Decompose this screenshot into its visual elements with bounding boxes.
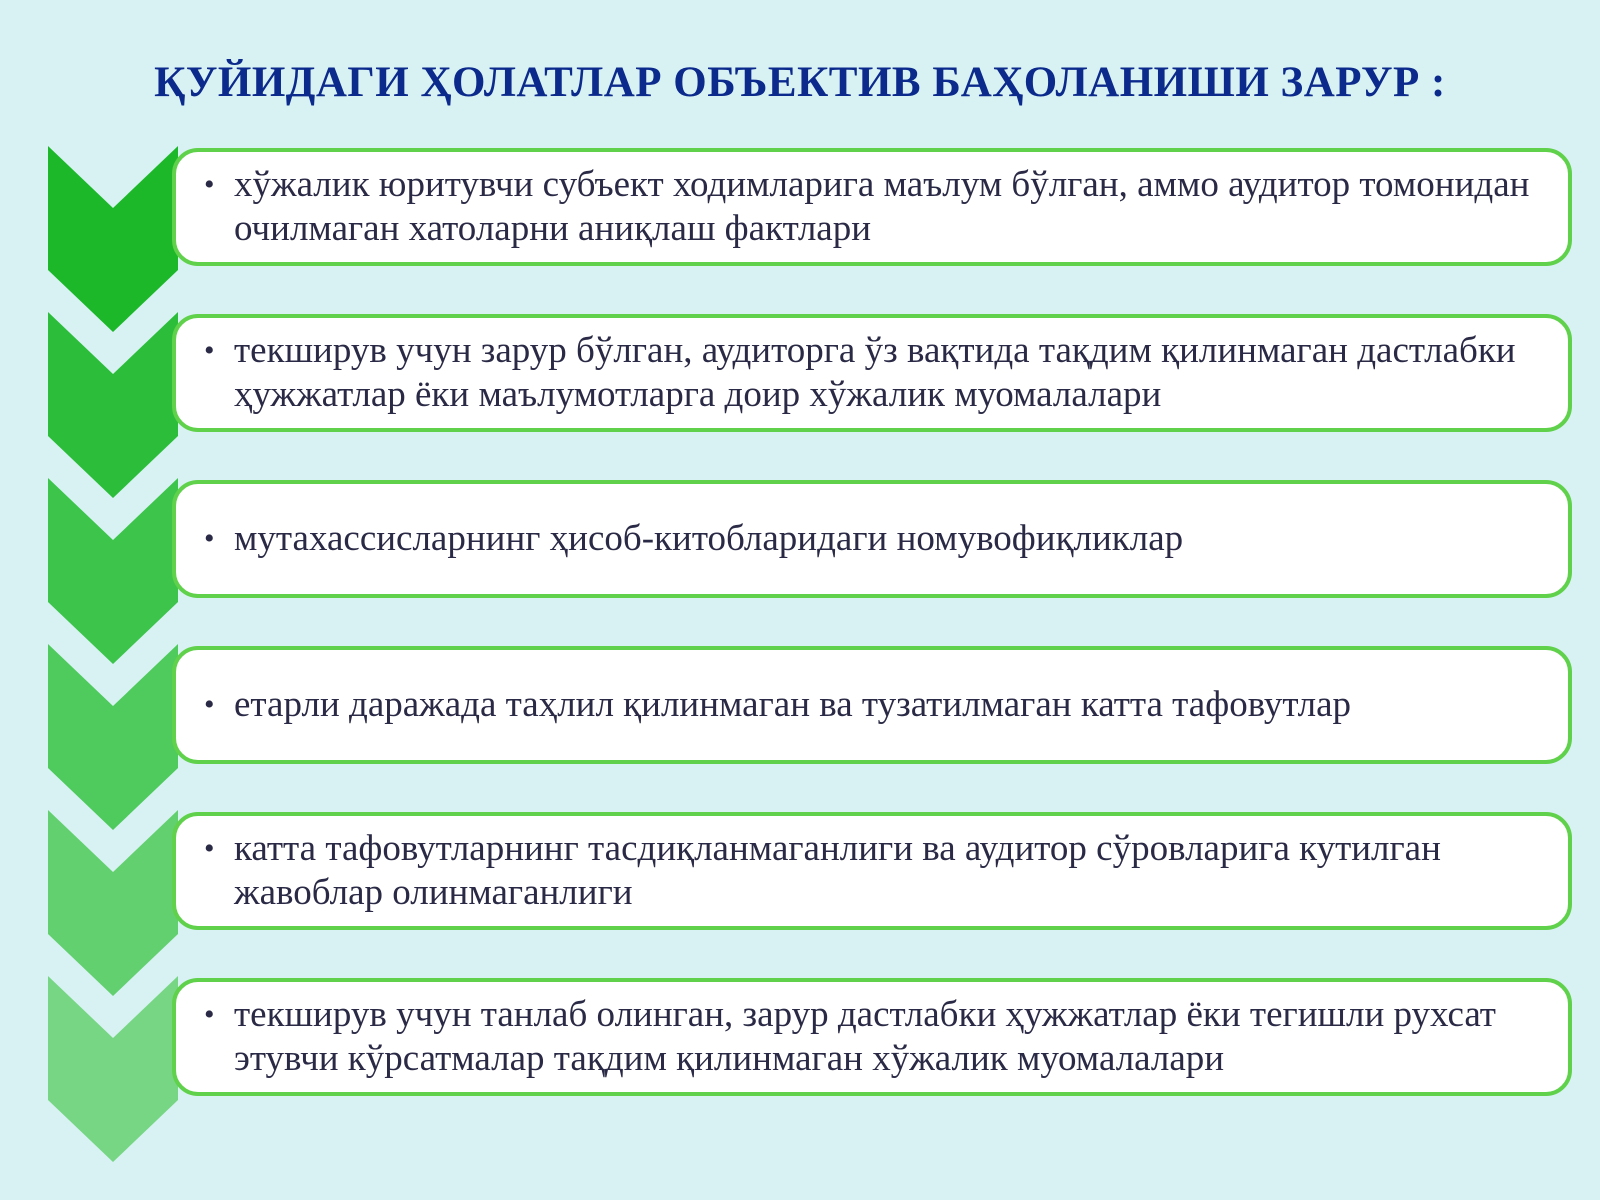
chevron-arrow-icon xyxy=(48,976,178,1162)
chevron-arrow-icon xyxy=(48,810,178,996)
item-text: катта тафовутларнинг тасдиқланмаганлиги ва аудитор сўровларига кутилган жавоблар олинмаганлиги xyxy=(234,828,1441,913)
item-text: хўжалик юритувчи субъект ходимларига маълум бўлган, аммо аудитор томонидан очилмаган хатоларни аниқлаш фактлари xyxy=(234,164,1530,249)
list-item xyxy=(172,148,1572,266)
list-item xyxy=(172,480,1572,598)
item-text: етарли даражада таҳлил қилинмаган ва тузатилмаган катта тафовутлар xyxy=(234,684,1352,725)
bullet-icon: • xyxy=(204,998,215,1031)
list-item xyxy=(172,314,1572,432)
slide-title: ҚУЙИДАГИ ҲОЛАТЛАР ОБЪЕКТИВ БАҲОЛАНИШИ ЗАРУР : xyxy=(154,59,1446,106)
chevron-arrow-icon xyxy=(48,146,178,332)
bullet-icon: • xyxy=(204,832,215,865)
item-text: текширув учун танлаб олинган, зарур дастлабки ҳужжатлар ёки тегишли рухсат этувчи кўрсатмалар тақдим қилинмаган хўжалик муомалалари xyxy=(234,994,1496,1079)
item-text: текширув учун зарур бўлган, аудиторга ўз вақтида тақдим қилинмаган дастлабки ҳужжатлар ёки маълумотларга доир хўжалик муомалалари xyxy=(234,330,1516,415)
bullet-icon: • xyxy=(204,168,215,201)
item-text: мутахассисларнинг ҳисоб-китобларидаги номувофиқликлар xyxy=(234,518,1184,559)
list-item xyxy=(172,812,1572,930)
bullet-icon: • xyxy=(204,334,215,367)
chevron-arrow-icon xyxy=(48,644,178,830)
list-item xyxy=(172,646,1572,764)
chevron-arrow-icon xyxy=(48,312,178,498)
chevron-arrow-icon xyxy=(48,478,178,664)
bullet-icon: • xyxy=(204,522,215,555)
list-item xyxy=(172,978,1572,1096)
bullet-icon: • xyxy=(204,688,215,721)
